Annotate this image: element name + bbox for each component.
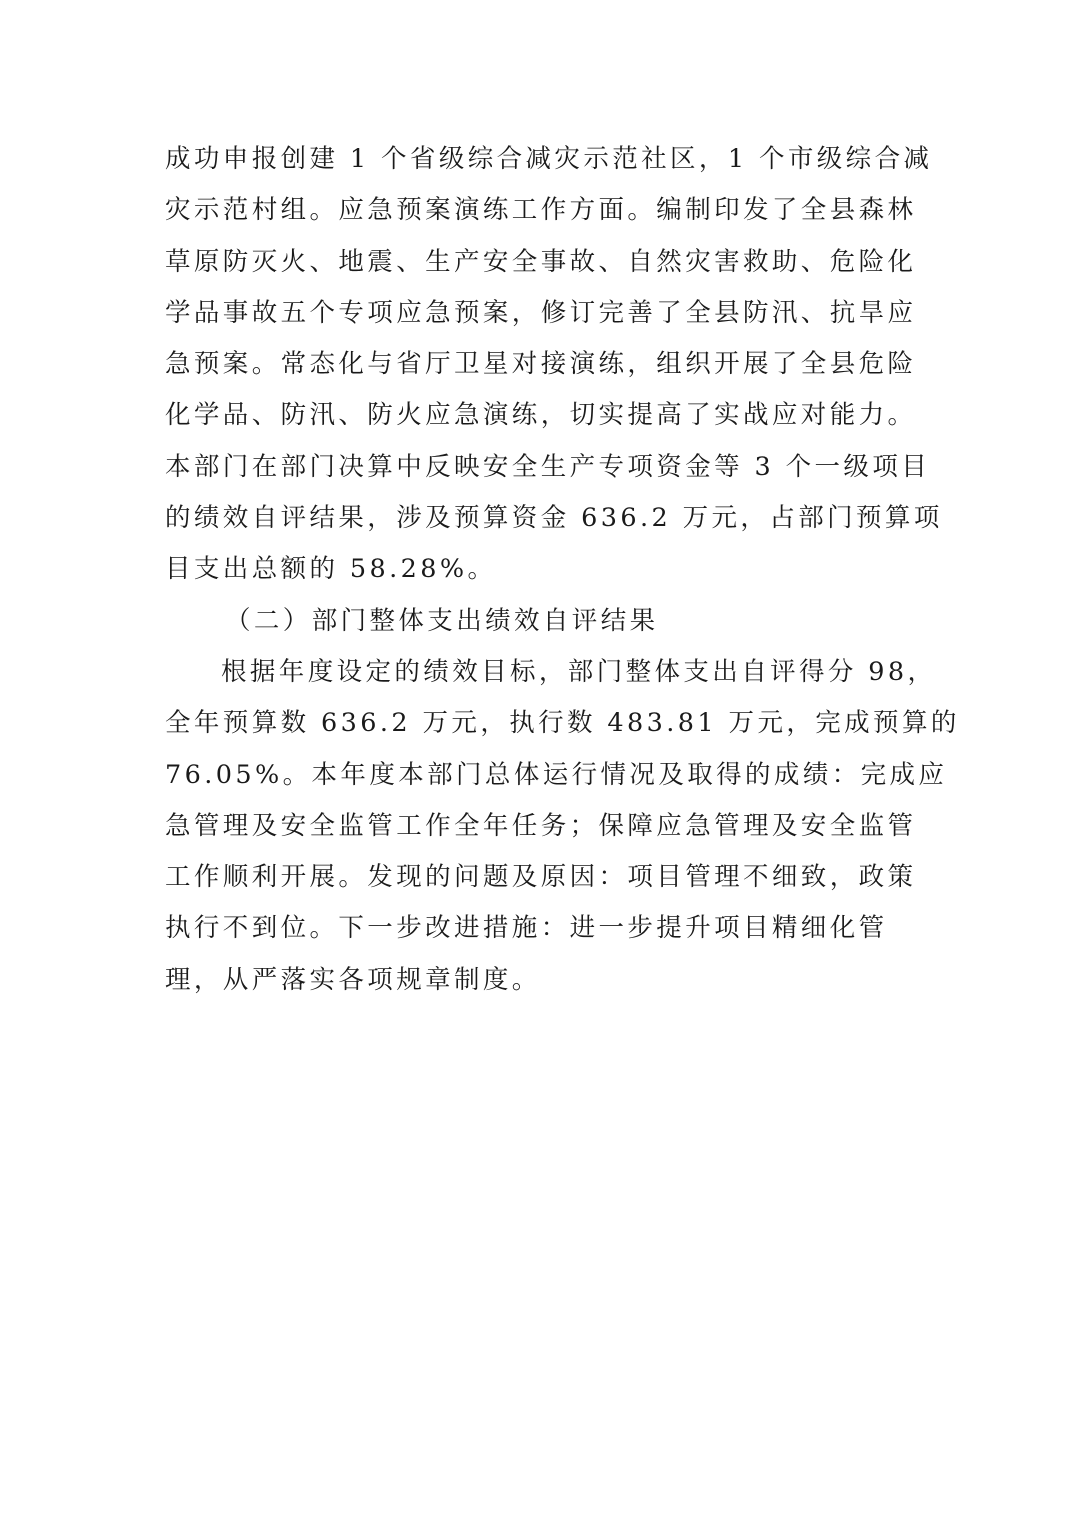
text-line: 全年预算数 636.2 万元，执行数 483.81 万元，完成预算的 — [165, 708, 960, 739]
text-line: 本部门在部门决算中反映安全生产专项资金等 3 个一级项目 — [165, 451, 931, 482]
text-line: 成功申报创建 1 个省级综合减灾示范社区，1 个市级综合减 — [165, 144, 933, 174]
paragraph-disaster-reduction — [165, 134, 943, 596]
text-line: 的绩效自评结果，涉及预算资金 636.2 万元，占部门预算项 — [165, 503, 943, 534]
section-heading: （二）部门整体支出绩效自评结果 — [225, 605, 659, 636]
text-line: 灾示范村组。应急预案演练工作方面。编制印发了全县森林 — [165, 195, 917, 226]
text-line: 理，从严落实各项规章制度。 — [165, 964, 541, 995]
text-line: 草原防灭火、地震、生产安全事故、自然灾害救助、危险化 — [165, 246, 917, 277]
text-line: 化学品、防汛、防火应急演练，切实提高了实战应对能力。 — [165, 400, 917, 431]
text-line: 执行不到位。下一步改进措施：进一步提升项目精细化管 — [165, 913, 888, 944]
text-line: 目支出总额的 58.28%。 — [165, 554, 497, 585]
text-line: 急预案。常态化与省厅卫星对接演练，组织开展了全县危险 — [165, 349, 917, 380]
text-line: 学品事故五个专项应急预案，修订完善了全县防汛、抗旱应 — [165, 297, 917, 328]
text-line: 工作顺利开展。发现的问题及原因：项目管理不细致，政策 — [165, 862, 917, 893]
text-line: 根据年度设定的绩效目标，部门整体支出自评得分 98， — [221, 656, 937, 687]
document-page — [165, 134, 960, 1006]
text-line: 76.05%。本年度本部门总体运行情况及取得的成绩：完成应 — [165, 759, 948, 790]
text-line: 急管理及安全监管工作全年任务；保障应急管理及安全监管 — [165, 810, 917, 841]
paragraph-overall-performance — [165, 647, 960, 1006]
